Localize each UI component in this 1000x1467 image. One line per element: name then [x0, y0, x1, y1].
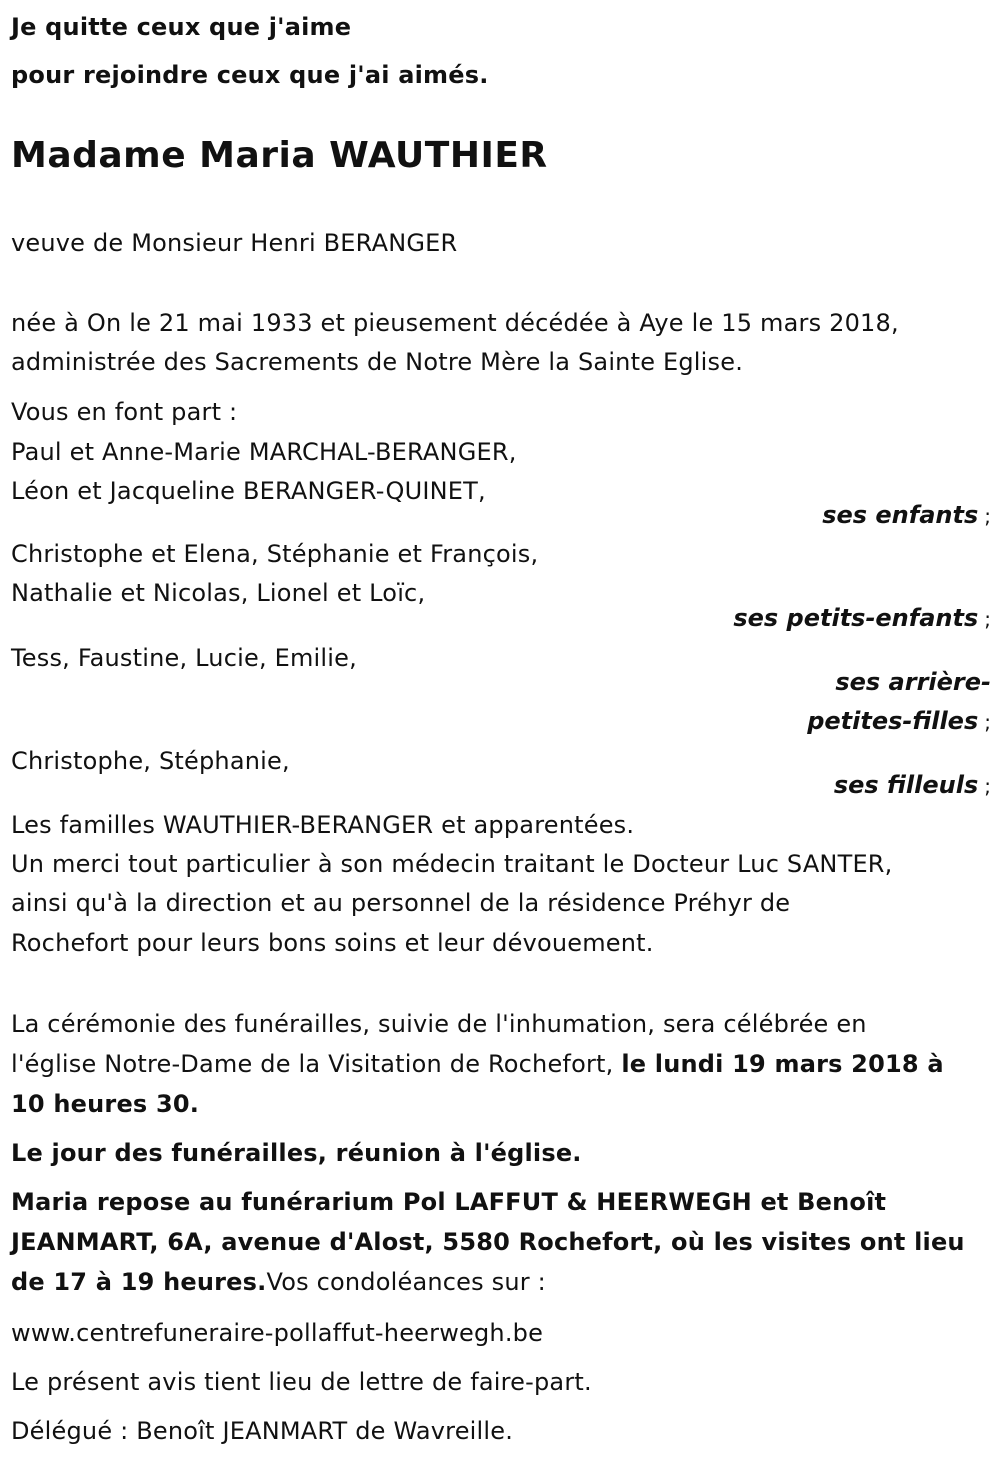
condolences-intro: Vos condoléances sur :: [266, 1268, 546, 1296]
relation-label: ses enfants: [822, 501, 979, 529]
relation-label: ses petits-enfants: [733, 604, 979, 632]
epitaph-line-2: pour rejoindre ceux que j'ai aimés.: [11, 61, 489, 89]
relation-great-grandchildren-1: [835, 667, 991, 697]
deceased-name: Madame Maria WAUTHIER: [11, 135, 548, 176]
thanks-line-2: ainsi qu'à la direction et au personnel de la résidence Préhyr de: [11, 889, 791, 917]
relation-label: petites-filles: [807, 707, 979, 735]
relation-label: ses filleuls: [833, 771, 979, 799]
relation-label: ses arrière-: [835, 668, 991, 696]
great-grandchildren-line: Tess, Faustine, Lucie, Emilie,: [11, 644, 357, 672]
meeting-line: Le jour des funérailles, réunion à l'église.: [11, 1139, 582, 1167]
widow-of: veuve de Monsieur Henri BERANGER: [11, 229, 458, 257]
delegate-line: Délégué : Benoît JEANMART de Wavreille.: [11, 1417, 514, 1445]
visitation-line-3: [11, 1267, 546, 1297]
birth-death-line-2: administrée des Sacrements de Notre Mère la Sainte Eglise.: [11, 348, 744, 376]
announcement-intro: Vous en font part :: [11, 398, 238, 426]
ceremony-location: l'église Notre-Dame de la Visitation de Rochefort,: [11, 1050, 622, 1078]
grandchildren-line-1: Christophe et Elena, Stéphanie et François,: [11, 540, 539, 568]
thanks-line-3: Rochefort pour leurs bons soins et leur dévouement.: [11, 929, 654, 957]
godchildren-line: Christophe, Stéphanie,: [11, 747, 290, 775]
ceremony-line-1: La cérémonie des funérailles, suivie de l'inhumation, sera célébrée en: [11, 1010, 867, 1038]
birth-death-line-1: née à On le 21 mai 1933 et pieusement décédée à Aye le 15 mars 2018,: [11, 309, 899, 337]
ceremony-date: le lundi 19 mars 2018 à: [621, 1050, 944, 1078]
relation-separator: ;: [984, 607, 991, 631]
families-line: Les familles WAUTHIER-BERANGER et apparentées.: [11, 811, 635, 839]
relation-separator: ;: [984, 774, 991, 798]
ceremony-line-2: [11, 1049, 944, 1079]
relation-great-grandchildren-2: [807, 706, 991, 737]
ceremony-time: 10 heures 30.: [11, 1090, 200, 1118]
notice-line: Le présent avis tient lieu de lettre de faire-part.: [11, 1368, 592, 1396]
children-line-2: Léon et Jacqueline BERANGER-QUINET,: [11, 477, 486, 505]
relation-separator: ;: [984, 504, 991, 528]
relation-separator: ;: [984, 710, 991, 734]
relation-godchildren: [834, 770, 991, 801]
relation-children: [822, 500, 991, 531]
epitaph-line-1: Je quitte ceux que j'aime: [11, 13, 352, 41]
grandchildren-line-2: Nathalie et Nicolas, Lionel et Loïc,: [11, 579, 426, 607]
relation-grandchildren: [733, 603, 991, 634]
visitation-line-2: JEANMART, 6A, avenue d'Alost, 5580 Rochefort, où les visites ont lieu: [11, 1228, 965, 1256]
visitation-line-1: Maria repose au funérarium Pol LAFFUT & HEERWEGH et Benoît: [11, 1188, 887, 1216]
children-line-1: Paul et Anne-Marie MARCHAL-BERANGER,: [11, 438, 517, 466]
website-link[interactable]: www.centrefuneraire-pollaffut-heerwegh.be: [11, 1319, 544, 1347]
visitation-hours: de 17 à 19 heures.: [11, 1268, 267, 1296]
thanks-line-1: Un merci tout particulier à son médecin traitant le Docteur Luc SANTER,: [11, 850, 893, 878]
